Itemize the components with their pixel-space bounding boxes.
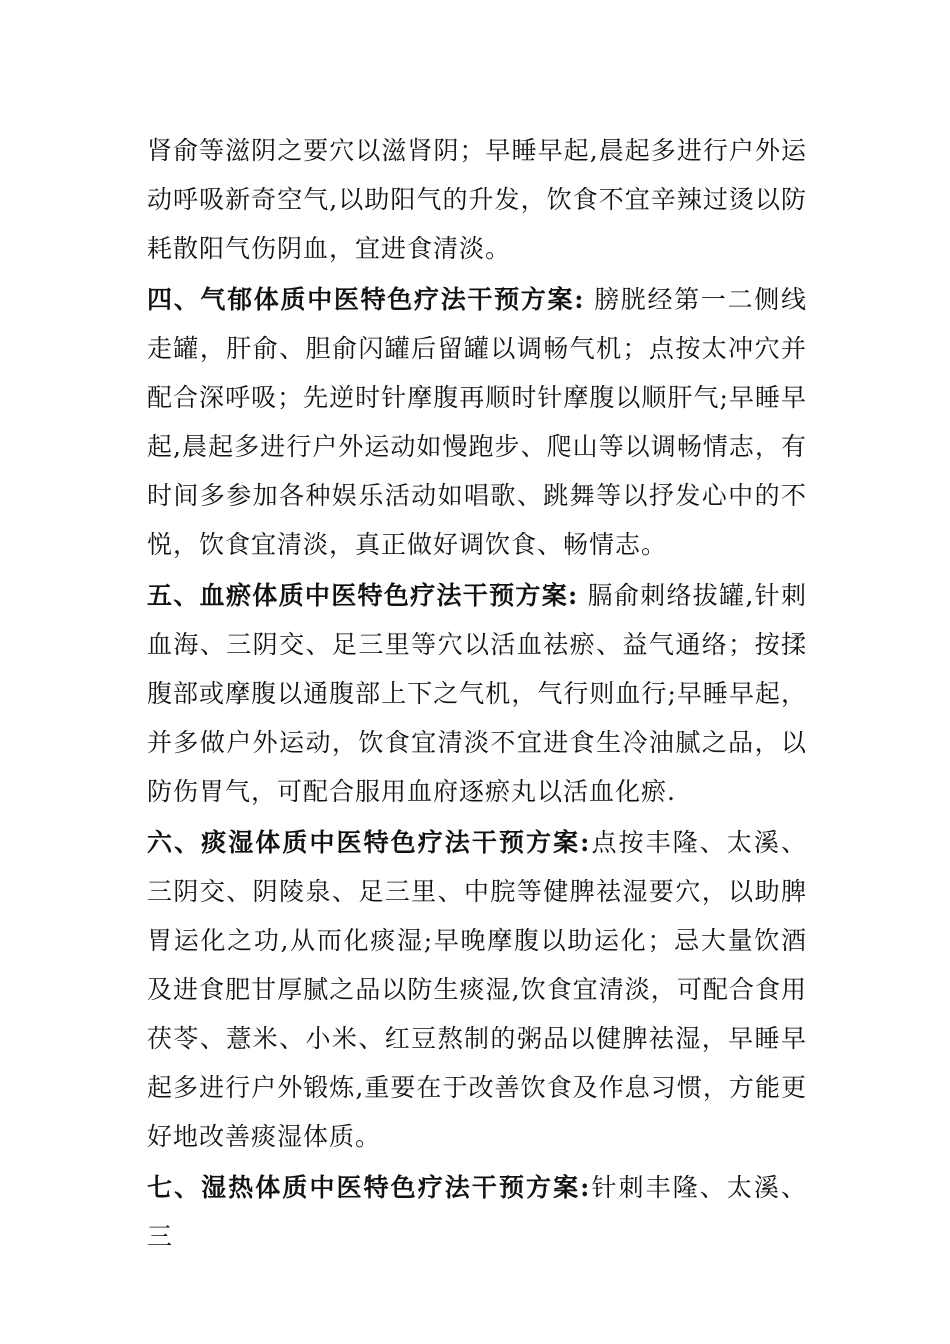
section-heading: 四、气郁体质中医特色疗法干预方案: xyxy=(147,285,585,314)
section-text: 膀胱经第一二侧线走罐，肝俞、胆俞闪罐后留罐以调畅气机；点按太冲穴并配合深呼吸；先逆时针摩腹再顺时针摩腹以顺肝气;早睡早起,晨起多进行户外运动如慢跑步、爬山等以调畅情志，有时间多参加各种娱乐活动如唱歌、跳舞等以抒发心中的不悦，饮食宜清淡，真正做好调饮食、畅情志。 xyxy=(147,285,808,559)
section-text: 点按丰隆、太溪、三阴交、阴陵泉、足三里、中脘等健脾祛湿要穴，以助脾胃运化之功,从而化痰湿;早晚摩腹以助运化；忌大量饮酒及进食肥甘厚腻之品以防生痰湿,饮食宜清淡，可配合食用茯苓、薏米、小米、红豆熬制的粥品以健脾祛湿，早睡早起多进行户外锻炼,重要在于改善饮食及作息习惯，方能更好地改善痰湿体质。 xyxy=(147,828,807,1151)
section-qi-stagnation xyxy=(147,275,807,569)
section-damp-heat xyxy=(147,1163,807,1261)
section-heading: 七、湿热体质中医特色疗法干预方案: xyxy=(147,1173,591,1202)
section-heading: 六、痰湿体质中医特色疗法干预方案: xyxy=(147,828,591,857)
section-phlegm-dampness xyxy=(147,818,807,1161)
section-blood-stasis xyxy=(147,571,807,816)
section-text: 膈俞刺络拔罐,针刺血海、三阴交、足三里等穴以活血祛瘀、益气通络；按揉腹部或摩腹以通腹部上下之气机，气行则血行;早睡早起，并多做户外运动，饮食宜清淡不宜进食生冷油腻之品，以防伤胃气，可配合服用血府逐瘀丸以活血化瘀. xyxy=(147,581,807,806)
document-body xyxy=(147,126,807,1261)
section-heading: 五、血瘀体质中医特色疗法干预方案: xyxy=(147,581,579,610)
section-text: 针刺丰隆、太溪、三 xyxy=(147,1173,807,1251)
paragraph-text: 肾俞等滋阴之要穴以滋肾阴；早睡早起,晨起多进行户外运动呼吸新奇空气,以助阳气的升发，饮食不宜辛辣过烫以防耗散阳气伤阴血，宜进食清淡。 xyxy=(147,136,807,263)
continuation-paragraph xyxy=(147,126,807,273)
